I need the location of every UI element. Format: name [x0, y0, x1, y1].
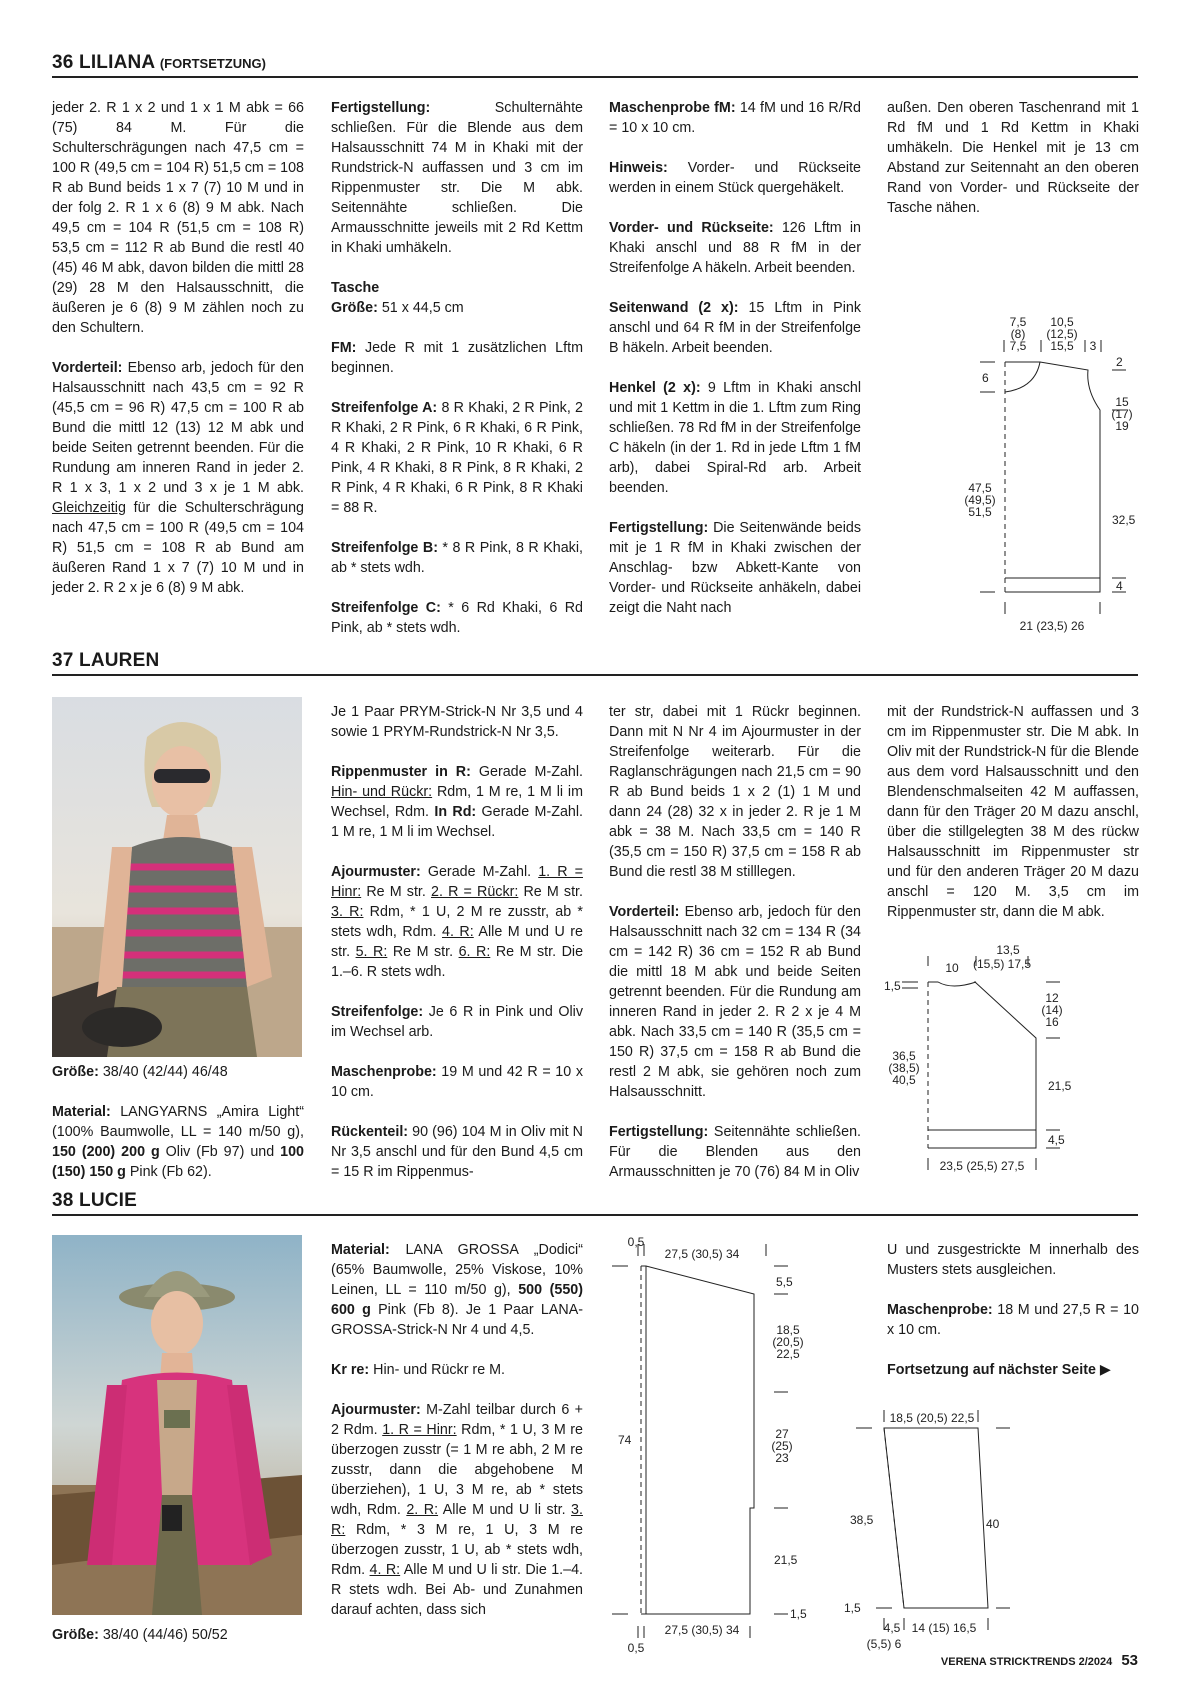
dim-label: (38,5)	[888, 1061, 920, 1075]
paragraph: Streifenfolge: Je 6 R in Pink und Oliv im Wechsel arb.	[331, 1004, 583, 1040]
dim-label: 15,5	[1050, 339, 1074, 353]
dim-label: 1,5	[844, 1601, 861, 1615]
dim-label: (5,5) 6	[866, 1637, 902, 1651]
paragraph: Streifenfolge A: 8 R Khaki, 2 R Pink, 2 R Khaki, 2 R Pink, 6 R Khaki, 6 R Pink, 4 R Khaki, 2 R Pink, 10 R Khaki, 6 R Pink, 4 R Khaki, 8 R Pink, 8 R Khaki, 2 R Pink, 4 R Khaki, 6 R Pink, 8 R Khaki = 88 R.	[331, 400, 583, 516]
s37-column-3	[609, 702, 861, 1202]
dim-label: 47,5	[968, 481, 992, 495]
dim-label: 2	[1116, 355, 1123, 369]
page-footer	[941, 1652, 1138, 1669]
material-line: Material: LANGYARNS „Amira Light“ (100% Baumwolle, LL = 140 m/50 g), 150 (200) 200 g Oliv (Fb 97) und 100 (150) 150 g Pink (Fb 62).	[52, 1104, 304, 1180]
dim-label: 10,5	[1050, 315, 1074, 329]
paragraph: Material: LANA GROSSA „Dodici“ (65% Baumwolle, 25% Viskose, 10% Leinen, LL = 110 m/50 g), 500 (550) 600 g Pink (Fb 8). Je 1 Paar LANA-GROSSA-Strick-N Nr 4 und 4,5.	[331, 1242, 584, 1338]
paragraph: Je 1 Paar PRYM-Strick-N Nr 3,5 und 4 sowie 1 PRYM-Rundstrick-N Nr 3,5.	[331, 704, 583, 740]
triangle-right-icon: ▶	[1099, 1362, 1111, 1378]
dim-label: 12	[1045, 991, 1059, 1005]
dim-label: 0,5	[627, 1641, 645, 1654]
dim-label: 4	[1116, 579, 1123, 593]
dim-label: 18,5	[776, 1323, 800, 1337]
paragraph: Ajourmuster: M-Zahl teilbar durch 6 + 2 Rdm. 1. R = Hinr: Rdm, * 1 U, 3 M re überzogen zusstr (= 1 M re abh, 2 M re zusstr, dann die abgehobene M überziehen), 1 U, 3 M re, ab * stets wdh, Rdm. 2. R: Alle M und U li str. 3. R: Rdm, * 3 M re, 1 U, 3 M re überzogen zusstr, 1 U, ab * stets wdh, Rdm. 4. R: Alle M und U li str. Die 1.–4. R stets wdh. Bei Ab- und Zunahmen darauf achten, dass sich	[331, 1402, 583, 1618]
paragraph: Henkel (2 x): 9 Lftm in Khaki anschl und mit 1 Kettm in die 1. Lftm zum Ring schließen. 78 Rd fM in der Streifenfolge C häkeln (in der 1. Rd in jede Lftm 1 fM arb), dabei Spiral-Rd arb. Arbeit beenden.	[609, 380, 862, 496]
section-header-37	[52, 650, 1138, 676]
s37-column-4	[887, 702, 1139, 942]
dim-label: (8)	[1010, 327, 1026, 341]
section-header-36	[52, 52, 1138, 78]
continue-note: Fortsetzung auf nächster Seite ▶	[887, 1362, 1111, 1378]
s36-column-4	[887, 98, 1139, 238]
s38-size: Größe: 38/40 (44/46) 50/52	[52, 1627, 228, 1643]
dim-label: (20,5)	[772, 1335, 804, 1349]
s38-body-schematic	[606, 1234, 822, 1654]
dim-label: (49,5)	[964, 493, 996, 507]
dim-label: 38,5	[850, 1513, 874, 1527]
dim-label: 40,5	[892, 1073, 916, 1087]
paragraph: Hinweis: Vorder- und Rückseite werden in einem Stück quergehäkelt.	[609, 160, 861, 196]
s38-column-2	[331, 1240, 583, 1620]
page-number: 53	[1121, 1652, 1138, 1669]
dim-label: 1,5	[884, 979, 901, 993]
dim-label: 18,5 (20,5) 22,5	[889, 1411, 975, 1425]
paragraph: jeder 2. R 1 x 2 und 1 x 1 M abk = 66 (75) 84 M. Für die Schulterschrägungen nach 47,5 cm = 100 R (49,5 cm = 104 R) 51,5 cm = 108 R ab Bund beids 1 x 7 (7) 10 M und in der folg 2. R 1 x 6 (8) 9 M abk. Nach 49,5 cm = 104 R (51,5 cm = 108 R) 53,5 cm = 112 R ab Bund die restl 40 (45) 46 M abk, davon bilden die mittl 28 (29) 28 M den Halsausschnitt, die äußeren je 6 (8) 9 M zählen noch zu den Schultern.	[52, 100, 304, 336]
paragraph: Vorderteil: Ebenso arb, jedoch für den Halsausschnitt nach 32 cm = 134 R (34 cm = 142 R) 36 cm = 152 R ab Bund die mittl 18 M abk und beide Seiten getrennt beenden. Für die Rundung am inneren Rand in jeder 2. R 2 x je 4 M abk. Nach 33,5 cm = 140 R (35,5 cm = 150 R) 37,5 cm = 158 R ab Bund die restl 2 M abk, sie gehören noch zum Halsausschnitt.	[609, 904, 861, 1100]
size-line: Größe: 38/40 (42/44) 46/48	[52, 1064, 228, 1080]
paragraph: Ajourmuster: Gerade M-Zahl. 1. R = Hinr: Re M str. 2. R = Rückr: Re M str. 3. R: Rdm, * 1 U, 2 M re zusstr, ab * stets wdh, Rdm. 4. R: Alle M und U re str. 5. R: Re M str. 6. R: Re M str. Die 1.–6. R stets wdh.	[331, 864, 584, 980]
section-title: 37 LAUREN	[52, 650, 160, 671]
dim-label: 36,5	[892, 1049, 916, 1063]
s37-column-2	[331, 702, 583, 1202]
paragraph: Streifenfolge B: * 8 R Pink, 8 R Khaki, ab * stets wdh.	[331, 540, 583, 576]
paragraph: Rippenmuster in R: Gerade M-Zahl. Hin- und Rückr: Rdm, 1 M re, 1 M li im Wechsel, Rdm. In Rd: Gerade M-Zahl. 1 M re, 1 M li im Wechsel.	[331, 764, 584, 840]
paragraph: Fertigstellung: Die Seitenwände beids mit je 1 R fM in Khaki zwischen der Anschlag- bzw Abkett-Kante von Vorder- und Rückseite anhäkeln, dabei zeigt die Naht nach	[609, 520, 861, 616]
dim-label: (17)	[1111, 407, 1133, 421]
s38-column-4	[887, 1240, 1139, 1400]
dim-label: 27,5 (30,5) 34	[664, 1623, 740, 1637]
dim-label: 3	[1089, 339, 1097, 353]
dim-label: 10	[945, 961, 959, 975]
s37-schematic	[880, 940, 1140, 1180]
dim-label: 4,5	[883, 1621, 901, 1635]
dim-label: 5,5	[776, 1275, 793, 1289]
paragraph: Maschenprobe fM: 14 fM und 16 R/Rd = 10 x 10 cm.	[609, 100, 861, 136]
dim-label: (15,5) 17,5	[972, 957, 1032, 971]
dim-label: 0,5	[627, 1235, 645, 1249]
paragraph: Maschenprobe: 18 M und 27,5 R = 10 x 10 cm.	[887, 1302, 1139, 1338]
section-title: 38 LUCIE	[52, 1190, 138, 1211]
paragraph: außen. Den oberen Taschenrand mit 1 Rd fM und 1 Rd Kettm in Khaki umhäkeln. Die Henkel mit je 13 cm Abstand zur Seitennaht an den oberen Rand von Vorder- und Rückseite der Tasche nähen.	[887, 100, 1139, 216]
paragraph: FM: Jede R mit 1 zusätzlichen Lftm beginnen.	[331, 340, 583, 376]
dim-label: (12,5)	[1046, 327, 1078, 341]
dim-label: 23	[775, 1451, 789, 1465]
paragraph: Fertigstellung: Seitennähte schließen. Für die Blenden aus den Armausschnitten je 70 (76) 84 M in Oliv	[609, 1124, 861, 1180]
dim-label: 21 (23,5) 26	[1019, 619, 1085, 633]
dim-label: (14)	[1041, 1003, 1063, 1017]
dim-label: 27,5 (30,5) 34	[664, 1247, 740, 1261]
paragraph: Kr re: Hin- und Rückr re M.	[331, 1362, 505, 1378]
dim-label: 6	[982, 371, 989, 385]
section-title: 36 LILIANA	[52, 52, 156, 73]
dim-label: 40	[986, 1517, 1000, 1531]
paragraph: mit der Rundstrick-N auffassen und 3 cm im Rippenmuster str. Die M abk. In Oliv mit der Rundstrick-N für die Blende aus dem vord Halsausschnitt und den Blendenschmalseiten 42 M auffassen, dann für den Träger 20 M dazu anschl, über die stillgelegten 38 M des rückw Halsausschnitt im Rippenmuster str und für den anderen Träger 20 M dazu anschl = 120 M. 3,5 cm im Rippenmuster str, dann die M abk.	[887, 704, 1139, 920]
paragraph: Tasche Größe: 51 x 44,5 cm	[331, 280, 464, 316]
dim-label: 13,5	[996, 943, 1020, 957]
dim-label: 4,5	[1048, 1133, 1065, 1147]
paragraph: Fertigstellung: Schulternähte schließen. Für die Blende aus dem Halsausschnitt 74 M in Khaki mit der Rundstrick-N auffassen und 3 cm im Rippenmuster str. Die M abk. Seitennähte schließen. Die Armausschnitte jeweils mit 2 Rd Kettm in Khaki umhäkeln.	[331, 100, 583, 256]
dim-label: 7,5	[1009, 339, 1027, 353]
dim-label: 21,5	[1048, 1079, 1072, 1093]
paragraph: U und zusgestrickte M innerhalb des Musters stets ausgleichen.	[887, 1242, 1139, 1278]
dim-label: 32,5	[1112, 513, 1136, 527]
dim-label: 16	[1045, 1015, 1059, 1029]
dim-label: 7,5	[1009, 315, 1027, 329]
dim-label: (25)	[771, 1439, 793, 1453]
s38-sleeve-schematic	[840, 1400, 1030, 1660]
dim-label: 22,5	[776, 1347, 800, 1361]
dim-label: 1,5	[790, 1607, 807, 1621]
s36-column-3	[609, 98, 861, 638]
magazine-name: VERENA STRICKTRENDS 2/2024	[940, 1656, 1113, 1668]
paragraph: Vorder- und Rückseite: 126 Lftm in Khaki anschl und 88 R fM in der Streifenfolge A häkeln. Arbeit beenden.	[609, 220, 862, 276]
s36-column-2	[331, 98, 583, 658]
dim-label: 14 (15) 16,5	[911, 1621, 977, 1635]
section-header-38	[52, 1190, 1138, 1216]
paragraph: Vorderteil: Ebenso arb, jedoch für den Halsausschnitt nach 43,5 cm = 92 R (45,5 cm = 96 R) 47,5 cm = 100 R ab Bund die mittl 12 (13) 12 M abk und beide Seiten getrennt beenden. Für die Rundung am inneren Rand in jeder 2. R 1 x 3, 1 x 2 und 3 x je 1 M abk. Gleichzeitig für die Schulterschrägung nach 47,5 cm = 100 R (49,5 cm = 104 R) 51,5 cm = 108 R ab Bund am äußeren Rand 1 x 7 (7) 10 M und in jeder 2. R 2 x je 6 (8) 9 M abk.	[52, 360, 304, 596]
dim-label: 51,5	[968, 505, 992, 519]
paragraph: Maschenprobe: 19 M und 42 R = 10 x 10 cm.	[331, 1064, 583, 1100]
paragraph: Streifenfolge C: * 6 Rd Khaki, 6 Rd Pink, ab * stets wdh.	[331, 600, 583, 636]
s37-specs	[52, 1062, 304, 1182]
dim-label: 21,5	[774, 1553, 798, 1567]
s36-column-1	[52, 98, 304, 618]
dim-label: 15	[1115, 395, 1129, 409]
model-photo-lauren	[52, 697, 302, 1057]
dim-label: 23,5 (25,5) 27,5	[939, 1159, 1025, 1173]
s36-schematic	[940, 310, 1140, 640]
dim-label: 74	[618, 1433, 632, 1447]
dim-label: 19	[1115, 419, 1129, 433]
paragraph: Seitenwand (2 x): 15 Lftm in Pink anschl und 64 R fM in der Streifenfolge B häkeln. Arbeit beenden.	[609, 300, 861, 356]
section-subtitle: (FORTSETZUNG)	[159, 56, 266, 71]
dim-label: 27	[775, 1427, 789, 1441]
paragraph: ter str, dabei mit 1 Rückr beginnen. Dann mit N Nr 4 im Ajourmuster in der Streifenfolge weiterarb. Für die Raglanschrägungen nach 21,5 cm = 90 R ab Bund beids 1 x 2 (1) 1 M und dann 24 (28) 32 x in jeder 2. R je 1 M abk = 38 M. Nach 33,5 cm = 140 R (35,5 cm = 150 R) 37,5 cm = 158 R ab Bund die restl 38 M stilllegen.	[609, 704, 861, 880]
paragraph: Rückenteil: 90 (96) 104 M in Oliv mit N Nr 3,5 anschl und für den Bund 4,5 cm = 15 R im Rippenmus-	[331, 1124, 583, 1180]
model-photo-lucie	[52, 1235, 302, 1615]
